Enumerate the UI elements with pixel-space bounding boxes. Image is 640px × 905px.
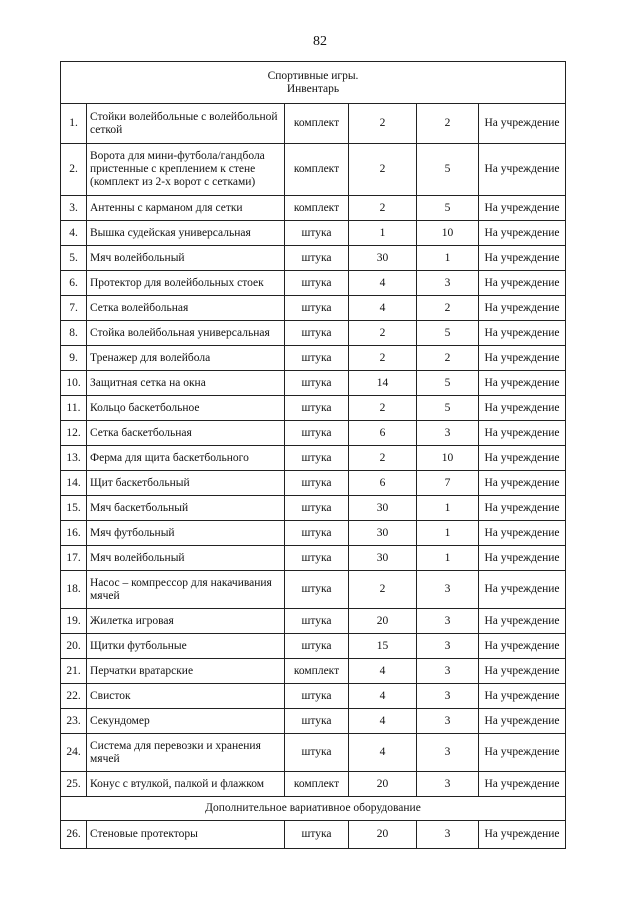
unit-of-measure: штука <box>285 371 349 396</box>
quantity: 4 <box>349 659 417 684</box>
row-number: 20. <box>61 634 87 659</box>
unit-of-measure: комплект <box>285 659 349 684</box>
table-row <box>61 396 566 421</box>
item-name: Конус с втулкой, палкой и флажком <box>87 772 285 797</box>
quantity: 4 <box>349 709 417 734</box>
unit-of-measure: штука <box>285 421 349 446</box>
row-number: 3. <box>61 196 87 221</box>
note: На учреждение <box>479 446 566 471</box>
row-number: 18. <box>61 571 87 609</box>
table-row <box>61 271 566 296</box>
unit-of-measure: комплект <box>285 144 349 196</box>
unit-of-measure: штука <box>285 396 349 421</box>
row-number: 4. <box>61 221 87 246</box>
unit-of-measure: штука <box>285 246 349 271</box>
quantity: 30 <box>349 521 417 546</box>
service-life: 5 <box>417 196 479 221</box>
quantity: 1 <box>349 221 417 246</box>
service-life: 3 <box>417 609 479 634</box>
unit-of-measure: штука <box>285 734 349 772</box>
item-name: Вышка судейская универсальная <box>87 221 285 246</box>
table-row <box>61 104 566 144</box>
item-name: Насос – компрессор для накачивания мячей <box>87 571 285 609</box>
service-life: 3 <box>417 634 479 659</box>
row-number: 19. <box>61 609 87 634</box>
item-name: Система для перевозки и хранения мячей <box>87 734 285 772</box>
item-name: Антенны с карманом для сетки <box>87 196 285 221</box>
item-name: Мяч волейбольный <box>87 546 285 571</box>
quantity: 4 <box>349 684 417 709</box>
note: На учреждение <box>479 571 566 609</box>
note: На учреждение <box>479 684 566 709</box>
unit-of-measure: штука <box>285 471 349 496</box>
service-life: 3 <box>417 709 479 734</box>
table-row <box>61 609 566 634</box>
table-row <box>61 772 566 797</box>
unit-of-measure: штука <box>285 634 349 659</box>
service-life: 1 <box>417 521 479 546</box>
quantity: 2 <box>349 571 417 609</box>
note: На учреждение <box>479 734 566 772</box>
note: На учреждение <box>479 396 566 421</box>
service-life: 3 <box>417 772 479 797</box>
row-number: 25. <box>61 772 87 797</box>
row-number: 24. <box>61 734 87 772</box>
note: На учреждение <box>479 196 566 221</box>
unit-of-measure: комплект <box>285 772 349 797</box>
item-name: Сетка баскетбольная <box>87 421 285 446</box>
table-row <box>61 321 566 346</box>
row-number: 8. <box>61 321 87 346</box>
service-life: 2 <box>417 104 479 144</box>
item-name: Стойки волейбольные с волейбольной сеткой <box>87 104 285 144</box>
unit-of-measure: штука <box>285 446 349 471</box>
unit-of-measure: штука <box>285 521 349 546</box>
note: На учреждение <box>479 496 566 521</box>
unit-of-measure: штука <box>285 496 349 521</box>
unit-of-measure: штука <box>285 546 349 571</box>
row-number: 7. <box>61 296 87 321</box>
section2-header-row <box>61 797 566 821</box>
item-name: Стойка волейбольная универсальная <box>87 321 285 346</box>
quantity: 20 <box>349 772 417 797</box>
row-number: 6. <box>61 271 87 296</box>
note: На учреждение <box>479 421 566 446</box>
quantity: 20 <box>349 821 417 849</box>
service-life: 3 <box>417 271 479 296</box>
service-life: 1 <box>417 496 479 521</box>
row-number: 5. <box>61 246 87 271</box>
table-row <box>61 346 566 371</box>
table-row <box>61 246 566 271</box>
table-row <box>61 734 566 772</box>
row-number: 1. <box>61 104 87 144</box>
note: На учреждение <box>479 321 566 346</box>
unit-of-measure: штука <box>285 346 349 371</box>
note: На учреждение <box>479 271 566 296</box>
note: На учреждение <box>479 296 566 321</box>
unit-of-measure: комплект <box>285 196 349 221</box>
table-row <box>61 446 566 471</box>
item-name: Щит баскетбольный <box>87 471 285 496</box>
table-row <box>61 421 566 446</box>
row-number: 14. <box>61 471 87 496</box>
row-number: 9. <box>61 346 87 371</box>
row-number: 13. <box>61 446 87 471</box>
unit-of-measure: штука <box>285 609 349 634</box>
note: На учреждение <box>479 371 566 396</box>
service-life: 5 <box>417 371 479 396</box>
quantity: 6 <box>349 471 417 496</box>
item-name: Кольцо баскетбольное <box>87 396 285 421</box>
table-row <box>61 821 566 849</box>
table-row <box>61 659 566 684</box>
item-name: Ворота для мини-футбола/гандбола пристенные с креплением к стене (комплект из 2-х ворот с сетками) <box>87 144 285 196</box>
quantity: 4 <box>349 271 417 296</box>
item-name: Мяч волейбольный <box>87 246 285 271</box>
service-life: 1 <box>417 546 479 571</box>
note: На учреждение <box>479 634 566 659</box>
item-name: Секундомер <box>87 709 285 734</box>
service-life: 5 <box>417 321 479 346</box>
service-life: 3 <box>417 659 479 684</box>
table-row <box>61 546 566 571</box>
row-number: 10. <box>61 371 87 396</box>
quantity: 30 <box>349 546 417 571</box>
service-life: 5 <box>417 396 479 421</box>
row-number: 11. <box>61 396 87 421</box>
item-name: Жилетка игровая <box>87 609 285 634</box>
quantity: 15 <box>349 634 417 659</box>
note: На учреждение <box>479 246 566 271</box>
quantity: 2 <box>349 396 417 421</box>
quantity: 2 <box>349 446 417 471</box>
table-row <box>61 471 566 496</box>
table-row <box>61 221 566 246</box>
section-subtitle: Инвентарь <box>286 82 340 95</box>
quantity: 4 <box>349 734 417 772</box>
item-name: Сетка волейбольная <box>87 296 285 321</box>
section-header-cell <box>61 62 566 104</box>
quantity: 2 <box>349 104 417 144</box>
table-row <box>61 709 566 734</box>
unit-of-measure: штука <box>285 271 349 296</box>
table-row <box>61 196 566 221</box>
note: На учреждение <box>479 609 566 634</box>
service-life: 3 <box>417 734 479 772</box>
service-life: 3 <box>417 421 479 446</box>
note: На учреждение <box>479 546 566 571</box>
table-row <box>61 371 566 396</box>
table-row <box>61 684 566 709</box>
row-number: 2. <box>61 144 87 196</box>
service-life: 3 <box>417 684 479 709</box>
quantity: 20 <box>349 609 417 634</box>
note: На учреждение <box>479 346 566 371</box>
service-life: 7 <box>417 471 479 496</box>
section-title: Спортивные игры. <box>267 69 359 82</box>
unit-of-measure: штука <box>285 571 349 609</box>
table-row <box>61 296 566 321</box>
item-name: Перчатки вратарские <box>87 659 285 684</box>
table-row <box>61 634 566 659</box>
row-number: 15. <box>61 496 87 521</box>
quantity: 6 <box>349 421 417 446</box>
item-name: Протектор для волейбольных стоек <box>87 271 285 296</box>
note: На учреждение <box>479 104 566 144</box>
item-name: Щитки футбольные <box>87 634 285 659</box>
note: На учреждение <box>479 659 566 684</box>
unit-of-measure: штука <box>285 221 349 246</box>
unit-of-measure: штука <box>285 709 349 734</box>
service-life: 2 <box>417 296 479 321</box>
quantity: 2 <box>349 196 417 221</box>
note: На учреждение <box>479 471 566 496</box>
service-life: 3 <box>417 571 479 609</box>
row-number: 23. <box>61 709 87 734</box>
service-life: 10 <box>417 446 479 471</box>
quantity: 4 <box>349 296 417 321</box>
service-life: 3 <box>417 821 479 849</box>
quantity: 2 <box>349 346 417 371</box>
service-life: 5 <box>417 144 479 196</box>
section-header-row <box>61 62 566 104</box>
unit-of-measure: комплект <box>285 104 349 144</box>
unit-of-measure: штука <box>285 296 349 321</box>
unit-of-measure: штука <box>285 821 349 849</box>
table-row <box>61 521 566 546</box>
item-name: Ферма для щита баскетбольного <box>87 446 285 471</box>
item-name: Свисток <box>87 684 285 709</box>
service-life: 1 <box>417 246 479 271</box>
note: На учреждение <box>479 821 566 849</box>
item-name: Мяч футбольный <box>87 521 285 546</box>
service-life: 2 <box>417 346 479 371</box>
note: На учреждение <box>479 772 566 797</box>
service-life: 10 <box>417 221 479 246</box>
table-row <box>61 144 566 196</box>
item-name: Стеновые протекторы <box>87 821 285 849</box>
inventory-table <box>60 61 566 849</box>
note: На учреждение <box>479 221 566 246</box>
page-number: 82 <box>313 34 327 49</box>
note: На учреждение <box>479 521 566 546</box>
row-number: 12. <box>61 421 87 446</box>
unit-of-measure: штука <box>285 684 349 709</box>
note: На учреждение <box>479 709 566 734</box>
row-number: 26. <box>61 821 87 849</box>
quantity: 2 <box>349 321 417 346</box>
table-row <box>61 496 566 521</box>
row-number: 17. <box>61 546 87 571</box>
unit-of-measure: штука <box>285 321 349 346</box>
item-name: Защитная сетка на окна <box>87 371 285 396</box>
row-number: 22. <box>61 684 87 709</box>
quantity: 14 <box>349 371 417 396</box>
item-name: Мяч баскетбольный <box>87 496 285 521</box>
quantity: 30 <box>349 246 417 271</box>
row-number: 21. <box>61 659 87 684</box>
quantity: 2 <box>349 144 417 196</box>
row-number: 16. <box>61 521 87 546</box>
quantity: 30 <box>349 496 417 521</box>
item-name: Тренажер для волейбола <box>87 346 285 371</box>
table-row <box>61 571 566 609</box>
section2-title: Дополнительное вариативное оборудование <box>61 797 566 821</box>
note: На учреждение <box>479 144 566 196</box>
